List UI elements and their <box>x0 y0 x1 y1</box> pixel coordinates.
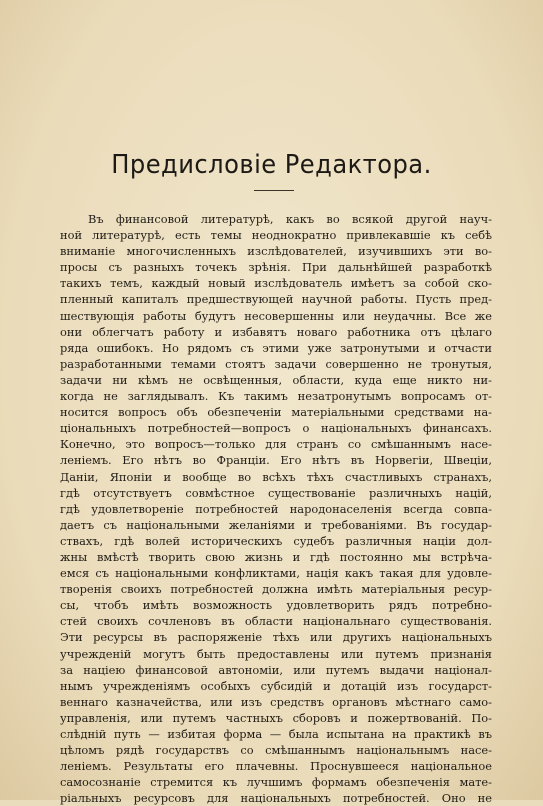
text-line: даетъ съ національными желаніями и требованіями. Въ государ- <box>60 517 492 532</box>
text-line: нымъ учрежденіямъ особыхъ субсидій и дотацій изъ государст- <box>60 678 492 693</box>
text-line: пленный капиталъ предшествующей научной работы. Пусть пред- <box>60 292 492 307</box>
text-line: носится вопросъ объ обезпеченіи матеріальными средствами на- <box>60 405 492 420</box>
text-line: леніемъ. Его нѣтъ во Франціи. Его нѣтъ въ Норвегіи, Швеціи, <box>60 453 492 468</box>
text-line: когда не заглядывалъ. Къ такимъ незатронутымъ вопросамъ от- <box>60 389 492 404</box>
text-line: жны вмѣстѣ творить свою жизнь и гдѣ постоянно мы встрѣча- <box>60 549 492 564</box>
text-line: леніемъ. Результаты его плачевны. Проснувшееся національное <box>60 759 492 774</box>
text-line: управленія, или путемъ частныхъ сборовъ и пожертвованій. По- <box>60 710 492 725</box>
page-title: Предисловіе Редактора. <box>111 150 432 180</box>
text-line: емся съ національными конфликтами, нація какъ такая для удовле- <box>60 566 492 581</box>
text-line: ціональныхъ потребностей—вопросъ о національныхъ финансахъ. <box>60 421 492 436</box>
text-line: Эти ресурсы въ распоряженіе тѣхъ или другихъ національныхъ <box>60 630 492 645</box>
text-line: ствахъ, гдѣ волей историческихъ судебъ различныя націи дол- <box>60 533 492 548</box>
text-line: ной литературѣ, есть темы неоднократно привлекавшіе къ себѣ <box>60 228 492 243</box>
text-line: ряда ошибокъ. Но рядомъ съ этими уже затронутыми и отчасти <box>60 340 492 355</box>
text-line: Даніи, Японіи и вообще во всѣхъ тѣхъ счастливыхъ странахъ, <box>60 469 492 484</box>
text-line: разработанными темами стоятъ задачи совершенно не тронутыя, <box>60 356 492 371</box>
preface-paragraph <box>60 211 492 806</box>
text-line: просы съ разныхъ точекъ зрѣнія. При дальнѣйшей разработкѣ <box>60 260 492 275</box>
text-line: учрежденій могутъ быть предоставлены или путемъ признанія <box>60 646 492 661</box>
text-line: такихъ темъ, каждый новый изслѣдователь имѣетъ за собой ско- <box>60 276 492 291</box>
text-line: сы, чтобъ имѣть возможность удовлетворить рядъ потребно- <box>60 598 492 613</box>
text-line: шествующія работы будутъ несовершенны или неудачны. Все же <box>60 308 492 323</box>
text-line: самосознаніе стремится къ лучшимъ формамъ обезпеченія мате- <box>60 775 492 790</box>
text-line: за націею финансовой автономіи, или путемъ выдачи націонал- <box>60 662 492 677</box>
text-line: гдѣ удовлетвореніе потребностей народонаселенія всегда совпа- <box>60 501 492 516</box>
text-line: гдѣ отсутствуетъ совмѣстное существованіе различныхъ націй, <box>60 485 492 500</box>
text-line: цѣломъ рядѣ государствъ со смѣшаннымъ національнымъ насе- <box>60 743 492 758</box>
text-line: они облегчатъ работу и избавятъ новаго работника отъ цѣлаго <box>60 324 492 339</box>
text-line: веннаго казначейства, или изъ средствъ органовъ мѣстнаго само- <box>60 694 492 709</box>
text-line: вниманіе многочисленныхъ изслѣдователей, изучившихъ эти во- <box>60 244 492 259</box>
text-line: творенія своихъ потребностей должна имѣть матеріальныя ресур- <box>60 582 492 597</box>
text-line: стей своихъ сочленовъ въ области національнаго существованія. <box>60 614 492 629</box>
text-line: слѣдній путь — избитая форма — была испытана на практикѣ въ <box>60 727 492 741</box>
text-line: Конечно, это вопросъ—только для странъ со смѣшаннымъ насе- <box>60 437 492 452</box>
text-line: задачи ни кѣмъ не освѣщенныя, области, куда еще никто ни- <box>60 372 492 387</box>
title-divider <box>254 190 294 191</box>
text-line: Въ финансовой литературѣ, какъ во всякой другой науч- <box>88 212 492 226</box>
text-line: ріальныхъ ресурсовъ для національныхъ потребностей. Оно не <box>60 791 492 806</box>
